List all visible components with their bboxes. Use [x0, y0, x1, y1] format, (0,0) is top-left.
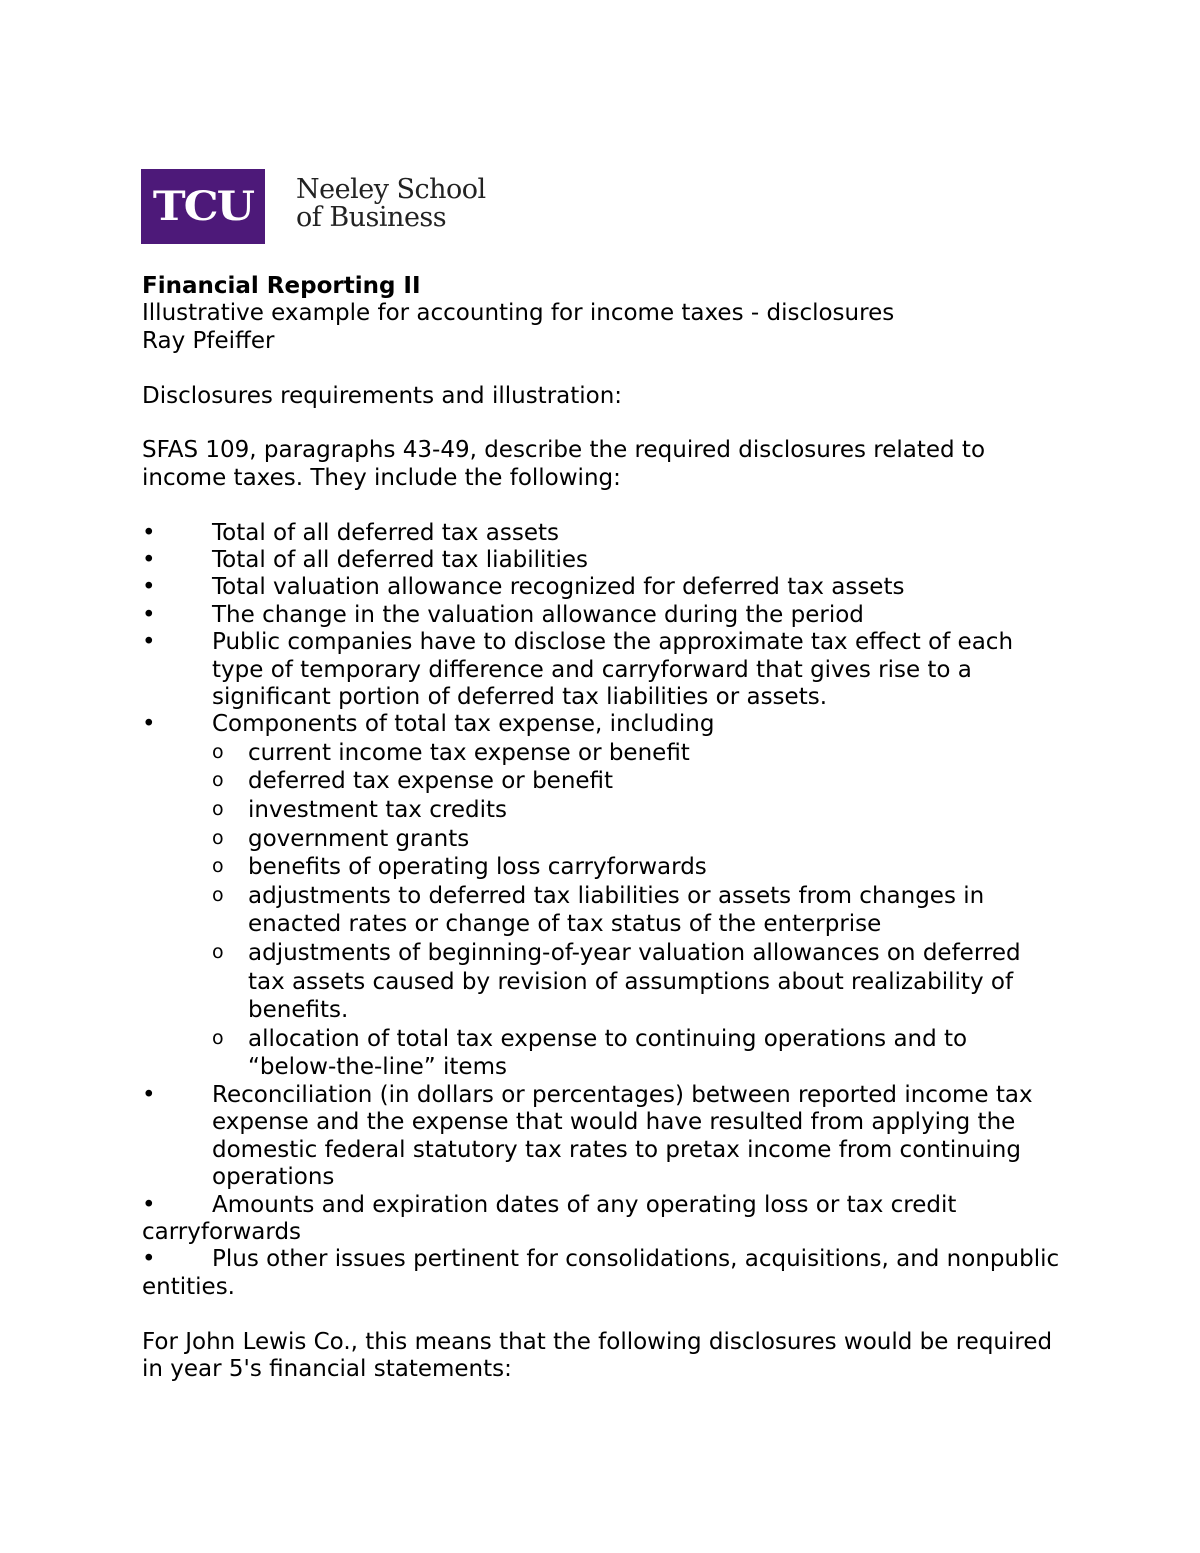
sub-list-item: o adjustments to deferred tax liabilities or assets from changes in enacted rates or change of tax status of the enterprise: [212, 882, 1062, 939]
sub-list-item: o current income tax expense or benefit: [212, 739, 1062, 768]
tcu-neeley-logo: [141, 169, 486, 245]
author-name: Ray Pfeiffer: [142, 327, 275, 354]
school-name: [296, 176, 486, 232]
closing-paragraph: For John Lewis Co., this means that the following disclosures would be required in year 5's financial statements:: [142, 1328, 1053, 1383]
tcu-logo-text: TCU: [152, 183, 254, 230]
disclosure-list: [142, 520, 1062, 1192]
list-item: • Total of all deferred tax liabilities: [142, 547, 1062, 574]
list-item: • The change in the valuation allowance during the period: [142, 602, 1062, 629]
document-subtitle: Illustrative example for accounting for income taxes - disclosures: [142, 300, 895, 327]
list-item-inline: • Plus other issues pertinent for consolidations, acquisitions, and nonpublic entities.: [142, 1246, 1062, 1301]
components-sublist: [212, 739, 1062, 1082]
sub-list-item: o government grants: [212, 825, 1062, 854]
document-body: [142, 273, 1062, 1383]
school-name-line2: of Business: [296, 202, 447, 233]
school-name-line1: Neeley School: [296, 174, 486, 205]
sub-list-item: o benefits of operating loss carryforwards: [212, 853, 1062, 882]
list-item: • Public companies have to disclose the approximate tax effect of each type of temporary difference and carryforward that gives rise to a significant portion of deferred tax liabilities or assets.: [142, 629, 1062, 711]
tcu-logo-mark: [141, 169, 265, 244]
list-item: • Total valuation allowance recognized for deferred tax assets: [142, 574, 1062, 601]
list-item: • Reconciliation (in dollars or percentages) between reported income tax expense and the expense that would have resulted from applying the domestic federal statutory tax rates to pretax income from continuing operations: [142, 1082, 1062, 1192]
list-item-components: [142, 711, 1062, 1082]
sub-list-item: o investment tax credits: [212, 796, 1062, 825]
list-item-label: Components of total tax expense, including: [212, 711, 715, 738]
sub-list-item: o deferred tax expense or benefit: [212, 767, 1062, 796]
section-heading: Disclosures requirements and illustration:: [142, 382, 623, 409]
sub-list-item: o allocation of total tax expense to continuing operations and to “below-the-line” items: [212, 1025, 1062, 1082]
intro-paragraph: SFAS 109, paragraphs 43-49, describe the required disclosures related to income taxes. They include the following:: [142, 437, 986, 491]
course-title: Financial Reporting II: [142, 273, 421, 299]
sub-list-item: o adjustments of beginning-of-year valuation allowances on deferred tax assets caused by revision of assumptions about realizability of benefits.: [212, 939, 1062, 1025]
list-item: • Total of all deferred tax assets: [142, 520, 1062, 547]
list-item-inline: • Amounts and expiration dates of any operating loss or tax credit carryforwards: [142, 1192, 1062, 1247]
